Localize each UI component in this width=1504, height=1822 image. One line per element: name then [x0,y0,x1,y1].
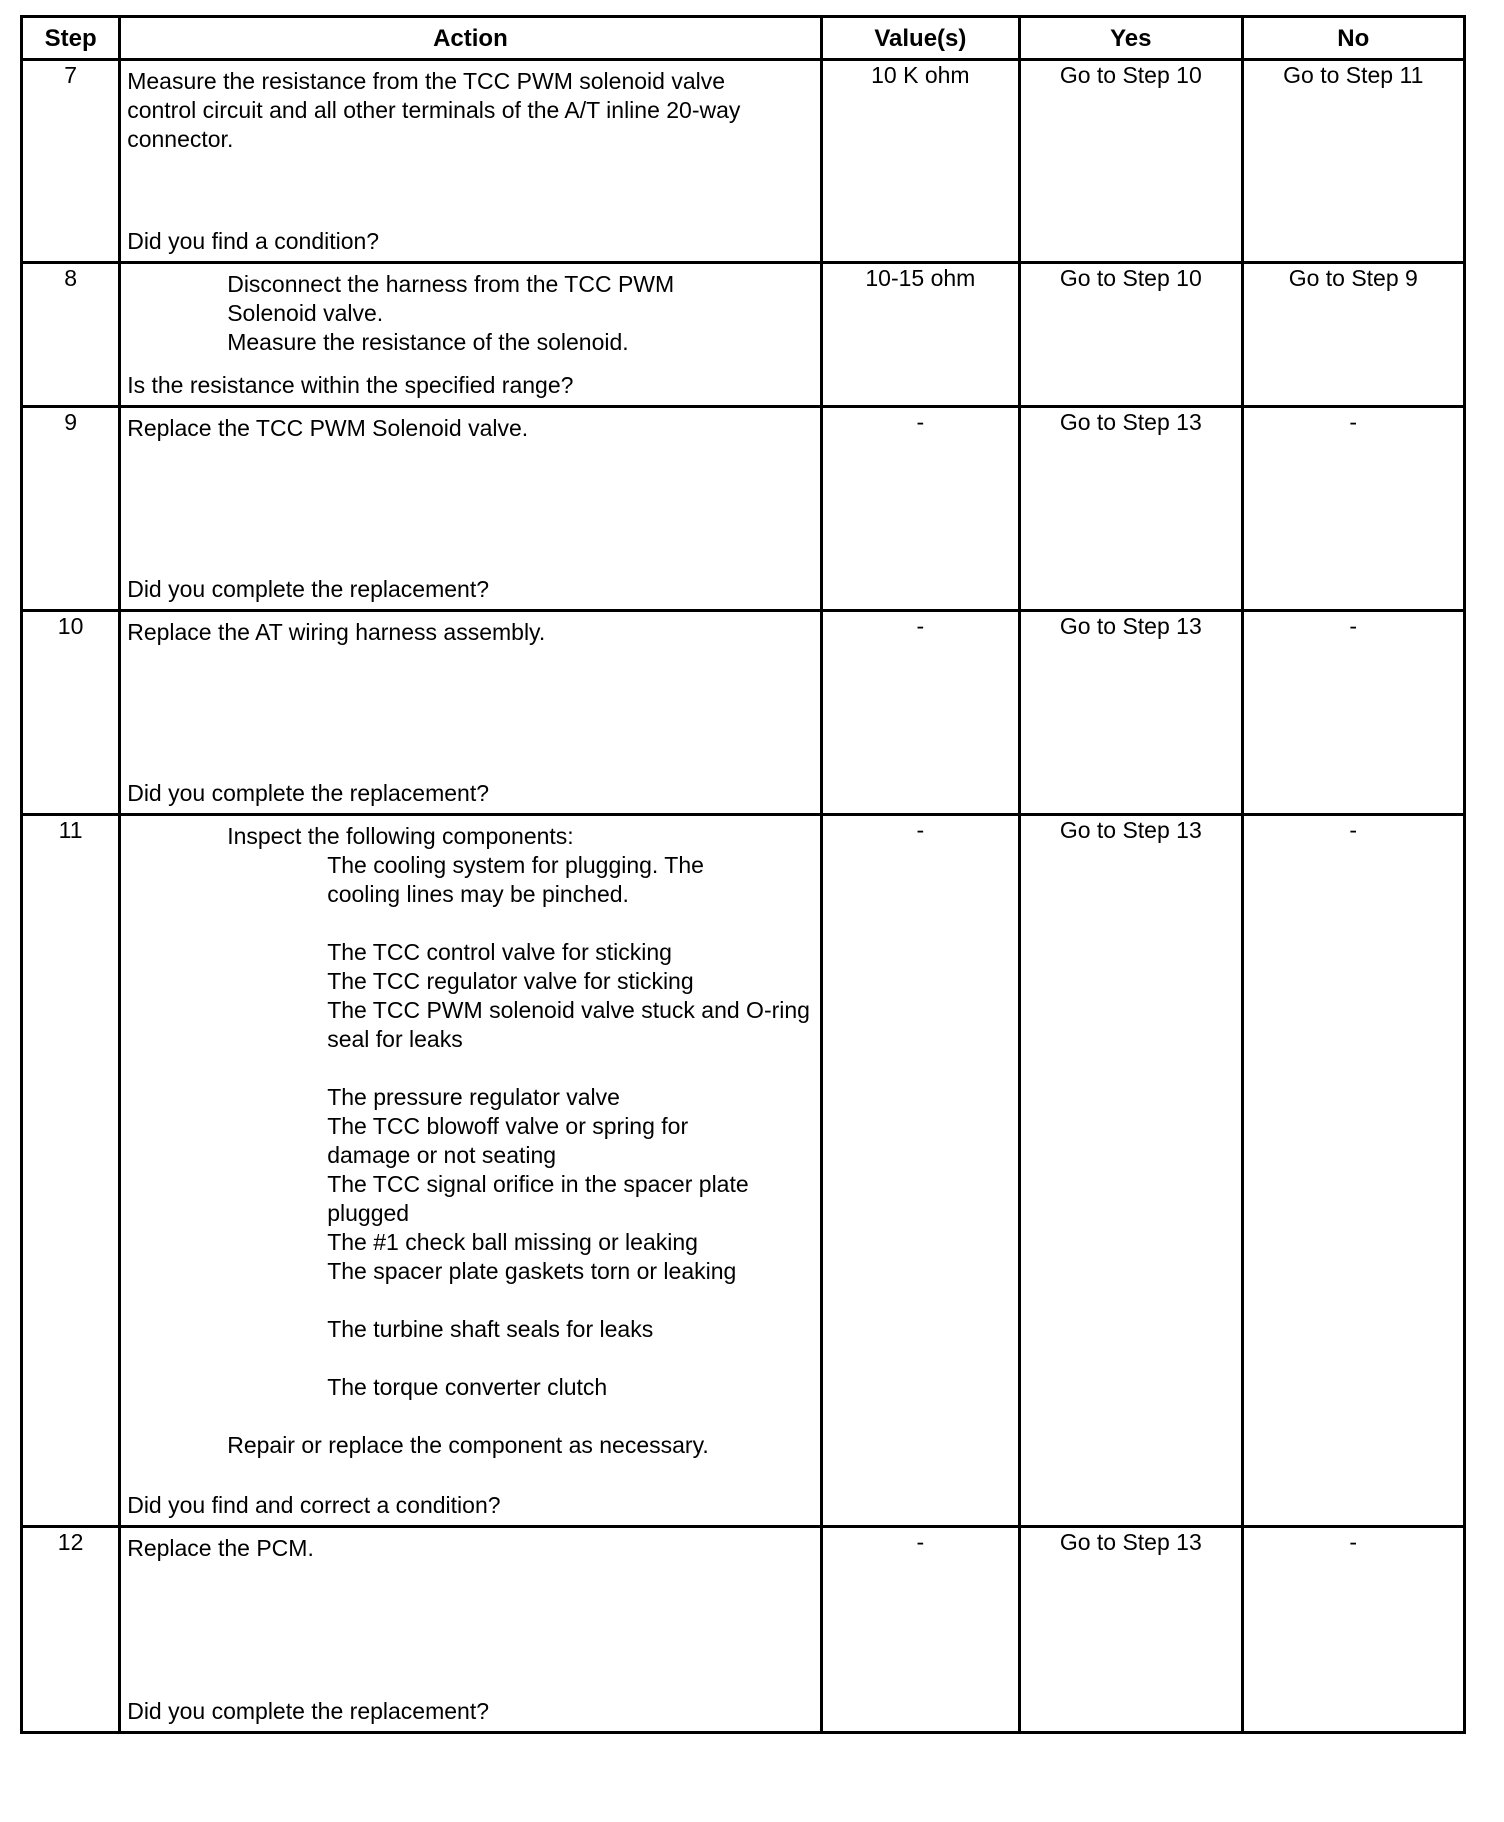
header-action: Action [120,17,821,60]
step-number: 8 [22,263,120,407]
no-cell: - [1242,1527,1464,1733]
component-item: The TCC regulator valve for sticking [327,968,694,994]
component-item: The TCC PWM solenoid valve stuck and O-ring seal for leaks [327,997,810,1052]
yes-cell [1020,407,1242,611]
action-cell [120,815,821,1527]
step-number: 7 [22,60,120,263]
component-item: The pressure regulator valve [327,1084,620,1110]
value-cell: - [821,815,1019,1527]
table-row [22,1527,1465,1733]
table-row [22,611,1465,815]
question-text: Did you complete the replacement? [127,1698,490,1724]
value-cell: - [821,611,1019,815]
question-text: Is the resistance within the specified range? [127,372,574,398]
yes-result: Go to Step 13 [1059,1529,1202,1555]
value-cell: 10-15 ohm [821,263,1019,407]
header-row [22,17,1465,60]
yes-cell [1020,1527,1242,1733]
action-text: Replace the PCM. [127,1535,314,1561]
no-cell: - [1242,611,1464,815]
yes-result: Go to Step 13 [1059,409,1202,435]
action-text: Measure the resistance from the TCC PWM solenoid valve control circuit and all other terminals of the A/T inline 20-way connector. [127,68,741,152]
component-item: The TCC signal orifice in the spacer plate plugged [327,1171,749,1226]
action-cell [120,1527,821,1733]
question-text: Did you complete the replacement? [127,780,490,806]
step-number: 12 [22,1527,120,1733]
action-cell [120,60,821,263]
table-row [22,407,1465,611]
no-cell: - [1242,815,1464,1527]
header-no: No [1242,17,1464,60]
action-text: Measure the resistance of the solenoid. [227,329,629,355]
action-cell [120,611,821,815]
action-cell [120,407,821,611]
action-intro: Inspect the following components: [227,823,574,849]
table-row [22,60,1465,263]
step-number: 9 [22,407,120,611]
component-item: The TCC blowoff valve or spring for damage or not seating [327,1113,689,1168]
action-text: Disconnect the harness from the TCC PWM Solenoid valve. [227,271,675,326]
yes-cell [1020,815,1242,1527]
component-item: The TCC control valve for sticking [327,939,672,965]
component-item: The cooling system for plugging. The cooling lines may be pinched. [327,852,704,907]
action-text: Replace the AT wiring harness assembly. [127,619,546,645]
table-row [22,263,1465,407]
component-item: The #1 check ball missing or leaking [327,1229,698,1255]
no-cell: - [1242,407,1464,611]
question-text: Did you find a condition? [127,228,380,254]
component-item: The torque converter clutch [327,1374,608,1400]
yes-result: Go to Step 10 [1059,62,1202,88]
yes-result: Go to Step 13 [1059,613,1202,639]
yes-cell [1020,60,1242,263]
header-step: Step [22,17,120,60]
no-result: Go to Step 9 [1288,265,1418,291]
no-cell [1242,60,1464,263]
yes-cell [1020,611,1242,815]
component-item: The spacer plate gaskets torn or leaking [327,1258,737,1284]
value-cell: - [821,407,1019,611]
diagnostic-table [20,15,1466,1734]
question-text: Did you complete the replacement? [127,576,490,602]
header-values: Value(s) [821,17,1019,60]
action-text: Replace the TCC PWM Solenoid valve. [127,415,529,441]
component-item: The turbine shaft seals for leaks [327,1316,654,1342]
value-cell: 10 K ohm [821,60,1019,263]
yes-result: Go to Step 10 [1059,265,1202,291]
value-cell: - [821,1527,1019,1733]
action-cell [120,263,821,407]
yes-result: Go to Step 13 [1059,817,1202,843]
header-yes: Yes [1020,17,1242,60]
question-text: Did you find and correct a condition? [127,1492,501,1518]
yes-cell [1020,263,1242,407]
table-row [22,815,1465,1527]
no-result: Go to Step 11 [1283,62,1424,88]
repair-text: Repair or replace the component as necessary. [227,1432,709,1458]
step-number: 10 [22,611,120,815]
no-cell [1242,263,1464,407]
step-number: 11 [22,815,120,1527]
